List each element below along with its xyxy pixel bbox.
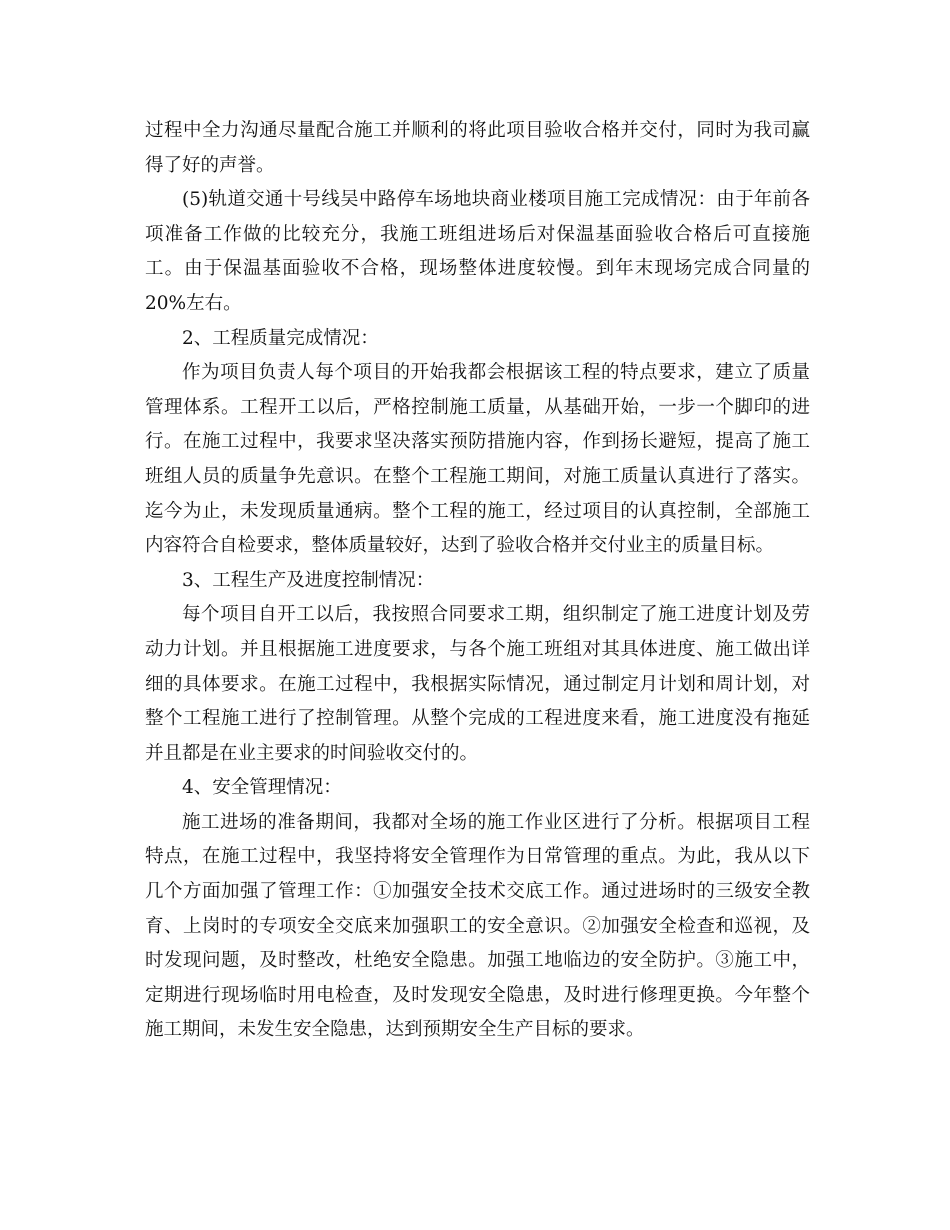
section-heading-quality: 2、工程质量完成情况： (182, 327, 379, 349)
section-heading-safety: 4、安全管理情况： (182, 777, 342, 799)
paragraph-project-acceptance: 过程中全力沟通尽量配合施工并顺利的将此项目验收合格并交付，同时为我司赢得了好的声誉。 (145, 120, 810, 176)
paragraph-line-10-project-status: (5)轨道交通十号线吴中路停车场地块商业楼项目施工完成情况：由于年前各项准备工作做的比较充分，我施工班组进场后对保温基面验收合格后可直接施工。由于保温基面验收不合格，现场整体进度较慢。到年末现场完成合同量的20%左右。 (145, 189, 810, 314)
paragraph-safety-management: 施工进场的准备期间，我都对全场的施工作业区进行了分析。根据项目工程特点，在施工过程中，我坚持将安全管理作为日常管理的重点。为此，我从以下几个方面加强了管理工作：①加强安全技术交底工作。通过进场时的三级安全教育、上岗时的专项安全交底来加强职工的安全意识。②加强安全检查和巡视，及时发现问题，及时整改，杜绝安全隐患。加强工地临边的安全防护。③施工中，定期进行现场临时用电检查，及时发现安全隐患，及时进行修理更换。今年整个施工期间，未发生安全隐患，达到预期安全生产目标的要求。 (145, 811, 810, 1041)
document-body (145, 114, 810, 1048)
paragraph-progress-control: 每个项目自开工以后，我按照合同要求工期，组织制定了施工进度计划及劳动力计划。并且根据施工进度要求，与各个施工班组对其具体进度、施工做出详细的具体要求。在施工过程中，我根据实际情况，通过制定月计划和周计划，对整个工程施工进行了控制管理。从整个完成的工程进度来看，施工进度没有拖延并且都是在业主要求的时间验收交付的。 (145, 604, 810, 764)
paragraph-quality-management: 作为项目负责人每个项目的开始我都会根据该工程的特点要求，建立了质量管理体系。工程开工以后，严格控制施工质量，从基础开始，一步一个脚印的进行。在施工过程中，我要求坚决落实预防措施内容，作到扬长避短，提高了施工班组人员的质量争先意识。在整个工程施工期间，对施工质量认真进行了落实。迄今为止，未发现质量通病。整个工程的施工，经过项目的认真控制，全部施工内容符合自检要求，整体质量较好，达到了验收合格并交付业主的质量目标。 (145, 362, 810, 557)
section-heading-progress: 3、工程生产及进度控制情况： (182, 569, 435, 591)
